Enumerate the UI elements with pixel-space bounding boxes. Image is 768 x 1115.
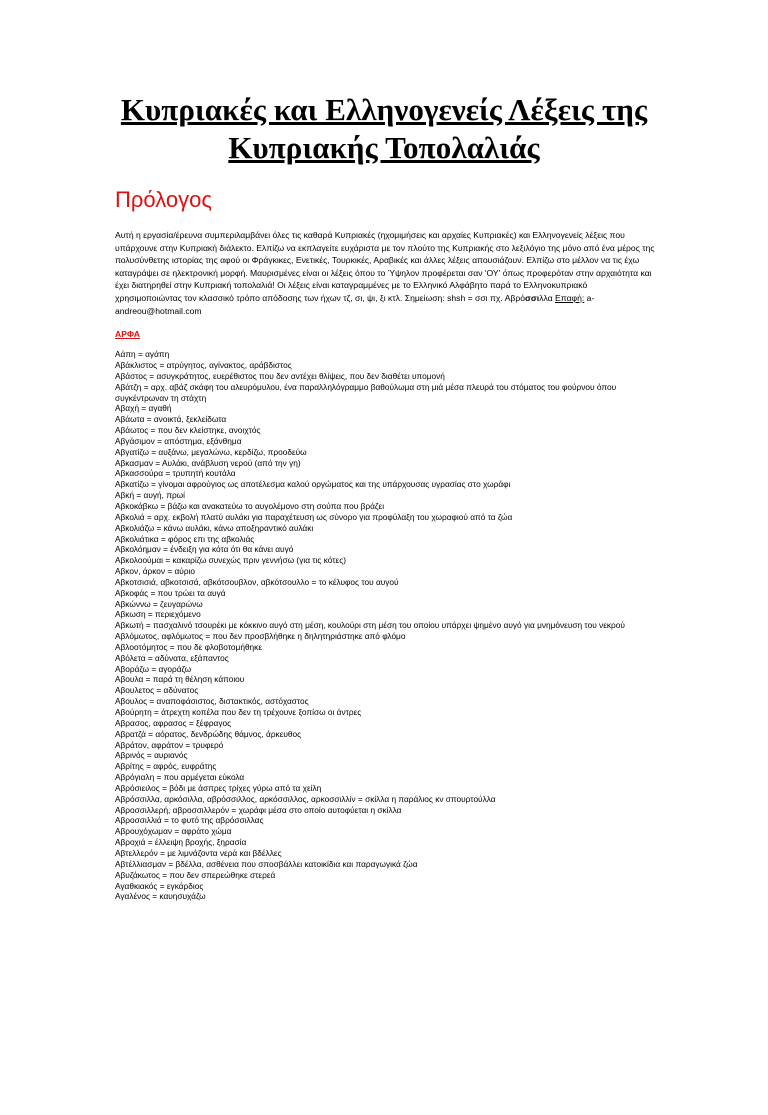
glossary-entry: Αβλοοτόμητος = που δε φλοβοτομήθηκε <box>115 641 263 652</box>
glossary-entry: Αβρίτης = αφρός, ευφράτης <box>115 761 217 772</box>
glossary-entry: Αβκή = αυγή, πρωί <box>115 490 185 501</box>
glossary-entry: Αβκατίζω = γίνομαι αφρούγιος ως αποτέλεσμα καλού οργώματος και της υπάρχουσας υγρασίας στο χωράφι <box>115 479 511 490</box>
glossary-entry: Αγαλένος = καυησυχάζω <box>115 891 206 902</box>
title-line-1: Κυπριακές και Ελληνογενείς Λέξεις της <box>120 92 648 127</box>
contact-label: Επαφή: <box>555 292 585 303</box>
glossary-entry: Αβγάσιμον = απόστημα, εξάνθημα <box>115 435 242 446</box>
glossary-entry: Αβκασσούρα = τρυπητή κουτάλα <box>115 468 236 479</box>
glossary-entry: Αάπη = αγάπη <box>115 349 170 360</box>
entry-list <box>115 349 660 902</box>
glossary-entry: Αβάωτος = που δεν κλείστηκε, ανοιχτός <box>115 425 261 436</box>
intro-after-bold: λλα <box>539 292 556 303</box>
glossary-entry: Αβάκλιστος = ατρύγητος, αγίνακτος, αράβδιστος <box>115 360 292 370</box>
section-label-arfa: ΑΡΦΑ <box>115 329 140 340</box>
glossary-entry: Αβρόγιαλη = που αρμέγεται εύκολα <box>115 772 245 783</box>
glossary-entry: Αβοράζω = αγοράζω <box>115 663 192 674</box>
intro-paragraph <box>115 229 655 317</box>
glossary-entry: Αβρόσιειλος = βόδι με άσπρες τρίχες γύρω από τα χείλη <box>115 782 322 793</box>
glossary-entry: Αβούρητη = άτρεχτη κοπέλα που δεν τη τρέχουνε ξοπίσω οι άντρες <box>115 707 362 717</box>
title-line-2: Κυπριακής Τοπολαλιάς <box>228 130 540 165</box>
glossary-entry: Αβρουχόχωμαν = αφράτο χώμα <box>115 826 232 837</box>
glossary-entry: Αβκον, άρκον = αύριο <box>115 566 196 577</box>
glossary-entry: Αβουλος = αναποφάσιστος, διστακτικός, αστόχαστος <box>115 696 309 707</box>
glossary-entry: Αβκολόημαν = ένδειξη για κότα ότι θα κάνει αυγό <box>115 544 294 555</box>
glossary-entry: Αβκωτή = πασχαλινό τσουρέκι με κόκκινο αυγό στη μέση, κουλούρι στη μέση του οποίου υπάρχει ψημένο αυγό για μνημόνευση του νεκρού <box>115 620 625 631</box>
glossary-entry: Αβρατζά = αόρατος, δενδρώδης θάμνος, άρκευθος <box>115 728 302 739</box>
glossary-entry: Αβλόμωτος, αφλόμωτος = που δεν προσβλήθηκε η δηλητηριάστηκε από φλόμο <box>115 631 406 642</box>
glossary-entry: Αβρασος, αφρασος = ξέφραγος <box>115 717 232 728</box>
glossary-entry: Αβκοφάς = που τρώει τα αυγά <box>115 587 226 598</box>
glossary-entry: Αβκοκάβκω = βάζω και ανακατεύω το αυγολέμονο στη σούπα που βράζει <box>115 500 385 511</box>
glossary-entry: Αβκωση = περιεχόμενο <box>115 609 201 620</box>
glossary-entry: Αβροχιά = έλλειψη βροχής, ξηρασία <box>115 837 247 848</box>
glossary-entry: Αβκολιάτικα = φόρος επι της αβκολιάς <box>115 533 255 544</box>
glossary-entry: Αβάωτα = ανοικτά, ξεκλείδωτα <box>115 414 227 425</box>
glossary-entry: Αβκώννω = ζευγαρώνω <box>115 598 203 609</box>
glossary-entry: Αβουλετος = αδύνατος <box>115 685 199 696</box>
document-page <box>0 91 768 1115</box>
contact-email: a-andreou@hotmail.com <box>115 292 595 316</box>
glossary-entry: Αβκολιάζω = κάνω αυλάκι, κάνω αποξηραντικό αυλάκι <box>115 522 314 533</box>
glossary-entry: Αβαχή = αγαθή <box>115 403 172 414</box>
glossary-entry: Αβρινός = αυριανός <box>115 750 188 761</box>
glossary-entry: Αβτελλερόν = με λιμνάζοντα νερά και βδέλλες <box>115 847 282 858</box>
glossary-entry: Αβάτζη = αρχ. αβάζ σκάφη του αλευρόμυλου, ένα παραλληλόγραμμο βαθούλωμα στη μιά μέσα πλευρά του στόματος του φούρνου όπου συγκέντρωναν τη στάχτη <box>115 381 617 403</box>
document-title <box>115 91 653 167</box>
glossary-entry: Αβκολιά = αρχ. εκβολή πλατύ αυλάκι για παραχέτευση ως σύνορο για προφύλαξη του χωραφιού από τα ζώα <box>115 511 513 522</box>
glossary-entry: Αβροσσιλλερή, αβροσσιλλερόν = χωράφι μέσα στο οποίο αυτοφύεται η σκίλλα <box>115 804 402 815</box>
glossary-entry: Αβτέλλιασμαν = βδέλλα, ασθένεια που σποσβάλλει κατοικίδια και παραγωγικά ζώα <box>115 858 418 869</box>
glossary-entry: Αβουλα = παρά τη θέληση κάποιου <box>115 674 245 685</box>
glossary-entry: Αβάστος = ασυγκράτητος, ευερέθιστος που δεν αντέχει θλίψεις, που δεν διαθέτει υπομονή <box>115 370 445 381</box>
glossary-entry: Αβράτον, αφράτον = τρυφερό <box>115 739 224 750</box>
prologue-heading: Πρόλογος <box>115 187 212 212</box>
glossary-entry: Αβυζάκωτος = που δεν σπερεώθηκε στερεά <box>115 869 276 880</box>
glossary-entry: Αβκολοούμαι = κακαρίζω συνεχώς πριν γεννήσω (για τις κότες) <box>115 555 346 566</box>
glossary-entry: Αβκασμαν = Αυλάκι, ανάβλυση νερού (από την γη) <box>115 457 301 468</box>
glossary-entry: Αβόλετα = αδύνατα, εξάπαντος <box>115 652 229 663</box>
glossary-entry: Αγαθκιακός = εγκάρδιος <box>115 880 204 891</box>
intro-bold-example: σσι <box>525 292 540 303</box>
glossary-entry: Αβγατίζω = αυξάνω, μεγαλώνω, κερδίζω, προοδεύω <box>115 446 307 457</box>
glossary-entry: Αβροσσιλλιά = το φυτό της αβρόσσιλλας <box>115 815 264 826</box>
intro-text: Αυτή η εργασία/έρευνα συμπεριλαμβάνει όλες τις καθαρά Κυπριακές (ηχομιμήσεις και αρχαίες Κυπριακές) και Ελληνογενείς λέξεις που υπάρχουνε στην Κυπριακή διάλεκτο. Ελπίζω να εκπλαγείτε ευχάριστα με τον πλούτο της Κυπριακής στο λεξιλόγιο της μόνο από ένα μέρος της πολυσύνθετης ιστορίας της αφού οι Φράγκικες, Ενετικές, Τουρκικές, Αραβικές και άλλες λέξεις απουσιάζουν. Ελπίζω στο μέλλον να τις έχω καταγράψει σε ηλεκτρονική μορφή. Μαυρισμένες είναι οι λέξεις όπου το Ύψηλον προφέρεται σαν 'ΟΥ' όπως προφερόταν στην αρχαιότητα και έχει διατηρηθεί στην Κυπριακή τοπολαλιά! Οι λέξεις είναι καταγραμμένες με το Ελληνικό Αλφάβητο παρά το Ελληνοκυπριακό χρησιμοποιώντας τον κλασσικό τρόπο απόδοσης των ήχων τζ, σι, ψι, ξι κτλ. Σημείωση: shsh = σσι πχ. Αβρό <box>115 230 655 303</box>
glossary-entry: Αβκοτσισιά, αβκοτσισά, αβκότσουβλον, αβκότσουλλο = το κέλυφος του αυγού <box>115 576 399 587</box>
glossary-entry: Αβρόσσιλλα, αρκόσιλλα, αβρόσσιλλος, αρκόσσιλλος, αρκοσσιλλίν = σκίλλα η παράλιος κν σπουρτούλλα <box>115 793 496 804</box>
